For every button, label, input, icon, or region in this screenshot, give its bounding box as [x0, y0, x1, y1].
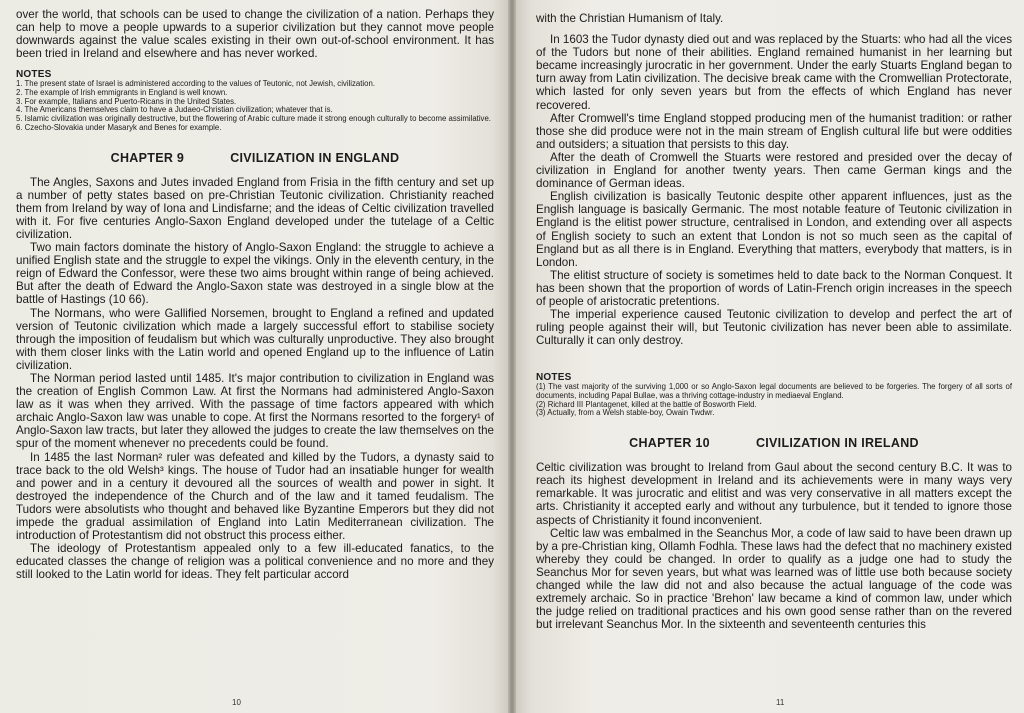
note-item: 2. The example of Irish emmigrants in England is well known. — [16, 88, 228, 98]
notes-heading: NOTES — [16, 69, 52, 81]
body-paragraph: After the death of Cromwell the Stuarts were restored and presided over the decay of civilization in England for another twenty years. Then came German kings and the dominance of German ideas. — [536, 150, 1012, 191]
body-paragraph: The ideology of Protestantism appealed only to a few ill-educated fanatics, to the educated classes the change of religion was a political convenience and no more and they still looked to the Latin world for ideas. They felt particular accord — [16, 542, 494, 582]
left-page — [0, 0, 508, 713]
intro-paragraph: with the Christian Humanism of Italy. — [536, 12, 724, 25]
chapter-number: CHAPTER 9 — [110, 150, 185, 165]
note-item: (2) Richard III Plantagenet, killed at the battle of Bosworth Field. — [536, 399, 757, 409]
note-item: (1) The vast majority of the surviving 1,000 or so Anglo-Saxon legal documents are believed to be forgeries. The forgery of all sorts of documents, including Papal Bullae, was a thriving cottage-industry in mediaeval England. — [536, 382, 1012, 401]
body-paragraph: The elitist structure of society is sometimes held to date back to the Norman Conquest. It has been shown that the proportion of words of Latin-French origin increases in the speech of people of aristocratic pretentions. — [536, 268, 1012, 308]
body-paragraph: English civilization is basically Teutonic despite other apparent influences, just as the English language is basically Germanic. The most notable feature of Teutonic civilization in England is the elitist power structure, centralised in London, and extending over all aspects of English society to such an extent that London is not so much seen as the capital of England but as all there is in England. Everything that matters, everybody that matters, is in London. — [536, 190, 1012, 269]
body-paragraph: In 1485 the last Norman² ruler was defeated and killed by the Tudors, a dynasty said to trace back to the old Welsh³ kings. The house of Tudor had an insatiable hunger for wealth and power and in a century it devoured all the sources of wealth and power in sight. It destroyed the independence of the Church and of the law and it tamed feudalism. The Tudors were absolutists who thought and behaved like Byzantine Emperors but they did not impede the gradual assimilation of England into Latin Mediterranean civilization. The introduction of Protestantism did not obstruct this process either. — [16, 450, 494, 543]
page-number: 10 — [232, 698, 241, 707]
note-item: 1. The present state of Israel is administered according to the values of Teutonic, not Jewish, civilization. — [16, 79, 375, 89]
body-paragraph: After Cromwell's time England stopped producing men of the humanist tradition: or rather those she did produce were not in the main stream of English cultural life but were oddities and outsiders; a situation that persists to this day. — [536, 111, 1012, 151]
body-paragraph: In 1603 the Tudor dynasty died out and was replaced by the Stuarts: who had all the vices of the Tudors but none of their abilities. England remained humanist in her learning but became increasingly jurocratic in her government. Under the early Stuarts England began to turn away from Latin civilization. The decisive break came with the Cromwellian Protectorate, which lasted for only seven years but from the effects of which England has never recovered. — [536, 33, 1012, 112]
note-item: 6. Czecho-Slovakia under Masaryk and Benes for example. — [16, 122, 222, 132]
chapter-title: CIVILIZATION IN IRELAND — [755, 436, 919, 451]
page-number: 11 — [776, 698, 785, 707]
right-page — [516, 0, 1024, 713]
body-paragraph: Celtic civilization was brought to Ireland from Gaul about the second century B.C. It was to reach its highest development in Ireland and its achievements were in many ways very remarkable. It was jurocratic and elitist and was very conservative in all matters except the arts. Christianity it accepted early and without any turbulence, but it tended to ignore those aspects of Christianity it found inconvenient. — [536, 461, 1012, 527]
notes-heading: NOTES — [536, 372, 572, 384]
chapter-heading — [16, 151, 494, 165]
body-paragraph: Two main factors dominate the history of Anglo-Saxon England: the struggle to achieve a unified English state and the struggle to expel the vikings. Only in the eleventh century, in the reign of Edward the Confessor, were these two aims brought within range of being achieved. But after the death of Edward the Anglo-Saxon state was destroyed in a single blow at the battle of Hastings (10 66). — [16, 241, 494, 307]
body-paragraph: The Normans, who were Gallified Norsemen, brought to England a refined and updated version of Teutonic civilization which made a largely successful effort to stabilise society through the imposition of feudalism but which was culturally unproductive. They also brought with them closer links with the Latin world and opened England up to the influence of Latin civilization. — [16, 306, 494, 372]
chapter-heading — [536, 436, 1012, 450]
chapter-number: CHAPTER 10 — [629, 436, 710, 451]
body-paragraph: The Angles, Saxons and Jutes invaded England from Frisia in the fifth century and set up a number of petty states based on pre-Christian Teutonic civilization. Christianity reached them from Ireland by way of Iona and Lindisfarne; and the ideas of Celtic civilization travelled with it. For five centuries Anglo-Saxon England developed under the tutelage of a Celtic civilization. — [16, 175, 494, 241]
body-paragraph: Celtic law was embalmed in the Seanchus Mor, a code of law said to have been drawn up by a pre-Christian king, Ollamh Fodhla. These laws had the defect that no machinery existed whereby they could be changed. In order to qualify as a judge one had to study the Seanchus Mor for seven years, but what was learned was of little use both because society changed while the law did not and also because the actual language of the code was extremely archaic. So in practice 'Brehon' law became a kind of common law, under which the judge relied on traditional practices and his own good sense rather than on the revered but irrelevant Seanchus Mor. In the sixteenth and seventeenth centuries this — [536, 526, 1012, 632]
note-item: (3) Actually, from a Welsh stable-boy, Owain Twdwr. — [536, 408, 715, 418]
intro-paragraph: over the world, that schools can be used to change the civilization of a nation. Perhaps they can help to move a people upwards to a superior civilization but they cannot move people downwards against the value scales existing in their own out-of-school environment. It has been tried in Ireland and elsewhere and has never worked. — [16, 8, 494, 61]
note-item: 3. For example, Italians and Puerto-Ricans in the United States. — [16, 96, 237, 106]
body-paragraph: The Norman period lasted until 1485. It's major contribution to civilization in England was the creation of English Common Law. At first the Normans had administered Anglo-Saxon law as it was when they arrived. With the passage of time factors appeared with which archaic Anglo-Saxon law was unable to cope. At first the Normans resorted to the forgery¹ of Anglo-Saxon law tracts, but later they allowed the judges to create the law themselves on the spur of the moment whenever no precedents could be found. — [16, 372, 494, 451]
note-item: 4. The Americans themselves claim to have a Judaeo-Christian civilization; whatever that is. — [16, 105, 333, 115]
note-item: 5. Islamic civilization was originally destructive, but the flowering of Arabic culture made it strong enough culturally to become assimilative. — [16, 114, 491, 124]
chapter-title: CIVILIZATION IN ENGLAND — [230, 150, 400, 165]
book-gutter — [508, 0, 516, 713]
body-paragraph: The imperial experience caused Teutonic civilization to develop and perfect the art of ruling people against their will, but Teutonic civilization has never been able to assimilate. Culturally it can only destroy. — [536, 308, 1012, 348]
